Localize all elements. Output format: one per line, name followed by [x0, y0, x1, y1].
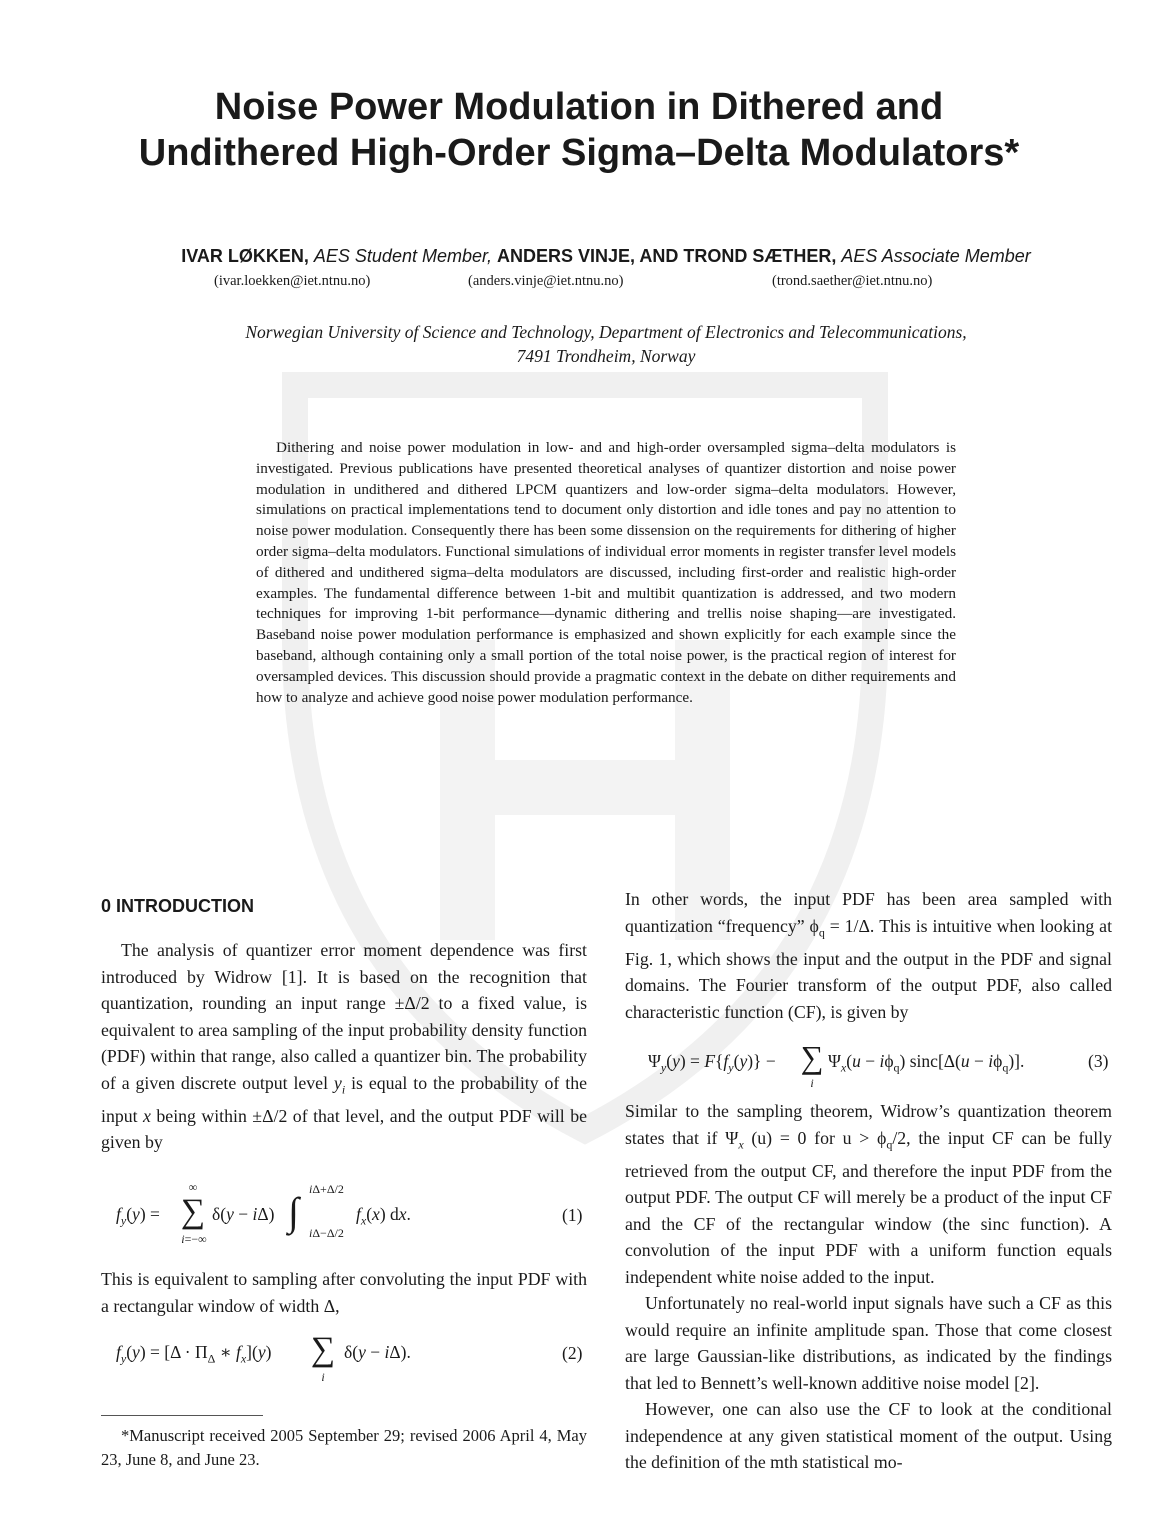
- right-para4-text: However, one can also use the CF to look at the conditional independence at any given statistical moment of the output. Using the definition of the mth statistical mo-: [625, 1399, 1112, 1473]
- email-3: (trond.saether@iet.ntnu.no): [772, 273, 933, 289]
- author-line: [0, 246, 1158, 267]
- section-heading: 0 INTRODUCTION: [101, 896, 254, 916]
- right-para2-sub-q: q: [886, 1137, 893, 1152]
- right-paragraph-2: [625, 1098, 1112, 1476]
- paper-title: [0, 84, 1158, 176]
- email-2: (anders.vinje@iet.ntnu.no): [468, 273, 624, 289]
- right-para2-sub-x: x: [738, 1137, 744, 1152]
- right-para3-text: Unfortunately no real-world input signals have such a CF as this would require an infinite amplitude span. Those that come closest are large Gaussian-like distributions, as indicated by the findings that led to Bennett’s well-known additive noise model [2].: [625, 1293, 1112, 1393]
- intro-para1-text-a: The analysis of quantizer error moment dependence was first introduced by Widrow [1]. It is based on the recognition that quantization, rounding an input range ±Δ/2 to a fixed value, is equivalent to area sampling of the input probability density function (PDF) within that range, also called a quantizer bin. The probability of a given discrete output level: [101, 940, 587, 1093]
- right-para2-text-b: (u) = 0 for u > ϕ: [743, 1127, 887, 1148]
- author-1: IVAR LØKKEN,: [181, 246, 309, 266]
- right-paragraph-1: [625, 886, 1112, 1025]
- intro-para2-text: This is equivalent to sampling after convoluting the input PDF with a rectangular window of width Δ,: [101, 1269, 587, 1316]
- footnote: *Manuscript received 2005 September 29; revised 2006 April 4, May 23, June 8, and June 23.: [101, 1426, 587, 1469]
- intro-para1-var-x: x: [143, 1105, 151, 1126]
- equation-3: $\Psi_y(y) = F\{f_y(y)\}$ − ∑ i $\Psi_x(u - i\phi_q) \sin c[\Delta(u - i\phi_q)]$.: [648, 1039, 1025, 1090]
- right-para1-text-a: In other words, the input PDF has been area sampled with quantization “frequency” ϕ: [625, 889, 1112, 936]
- title-line-2: Undithered High-Order Sigma–Delta Modulators*: [138, 132, 1020, 174]
- equation-2: $f_y(y) = [\Delta \cdot \Pi_\Delta$ ∗ $f_x](y)$ ∑ i δ(y − iΔ).: [116, 1331, 411, 1384]
- email-1: (ivar.loekken@iet.ntnu.no): [214, 273, 371, 289]
- author-1-membership: AES Student Member,: [313, 246, 492, 266]
- author-3-membership: AES Associate Member: [841, 246, 1031, 266]
- abstract: Dithering and noise power modulation in low- and and high-order oversampled sigma–delta modulators is investigated. Previous publications have presented theoretical analyses of quantizer distortion and noise power modulation in undithered and dithered LPCM quantizers and low-order sigma–delta modulators. However, simulations on practical implementations tend to document only distortion and idle tones and pay no attention to noise power modulation. Consequently there has been some dissension on the requirements for dithering of higher order sigma–delta modulators. Functional simulations of individual error moments in register transfer level models of dithered and undithered sigma–delta modulators are discussed, including first-order and realistic high-order examples. The fundamental difference between 1-bit and multibit quantization is addressed, and two modern techniques for improving 1-bit performance—dynamic dithering and trellis noise shaping—are investigated. Baseband noise power modulation performance is emphasized and shown explicitly for each example since the baseband, although containing only a small portion of the total noise power, is the practical region of interest for oversampled devices. This discussion should provide a pragmatic context in the debate on dither requirements and how to analyze and achieve good noise power modulation performance.: [256, 439, 956, 706]
- intro-para1-sub-i: i: [341, 1082, 346, 1097]
- equation-2-number: (2): [562, 1343, 583, 1363]
- right-para1-text-b: = 1/Δ. This is intuitive when looking at Fig. 1, which shows the input and the output in the PDF and signal domains. The Fourier transform of the output PDF, also called characteristic function (CF), is given by: [625, 915, 1113, 1022]
- authors-2-3: ANDERS VINJE, AND TROND SÆTHER,: [497, 246, 837, 266]
- intro-paragraph-1: [101, 937, 587, 1156]
- right-para2-text-c: /2, the input CF can be fully retrieved from the output CF, and therefore the input PDF from the output PDF. The output CF will merely be a product of the input CF and the CF of the rectangular window (the sinc function). A convolution of the input PDF with a uniform function equals independent white noise added to the input.: [625, 1127, 1113, 1287]
- equation-1: $f_y(y)$ = ∞ ∑ i=−∞ δ(y − iΔ) ∫ iΔ+Δ/2 iΔ−Δ/2 $f_x(x)$ dx.: [116, 1180, 411, 1246]
- affiliation-line-1: Norwegian University of Science and Technology, Department of Electronics and Telecommunications,: [245, 322, 967, 342]
- right-para2-text-a: Similar to the sampling theorem, Widrow’s quantization theorem states that if Ψ: [625, 1101, 1112, 1148]
- title-line-1: Noise Power Modulation in Dithered and: [214, 86, 944, 128]
- affiliation-line-2: 7491 Trondheim, Norway: [516, 346, 696, 366]
- affiliation: [0, 320, 1158, 368]
- equation-3-number: (3): [1088, 1051, 1109, 1071]
- intro-paragraph-2: [101, 1266, 587, 1319]
- intro-para1-var-y: y: [333, 1072, 342, 1093]
- equation-1-number: (1): [562, 1205, 583, 1225]
- intro-para1-text-c: being within ±Δ/2 of that level, and the output PDF will be given by: [101, 1105, 587, 1153]
- footnote-rule: [101, 1415, 263, 1416]
- intro-para1-text-b: is equal to the probability of the input: [101, 1072, 587, 1126]
- right-para1-sub-q: q: [818, 925, 825, 940]
